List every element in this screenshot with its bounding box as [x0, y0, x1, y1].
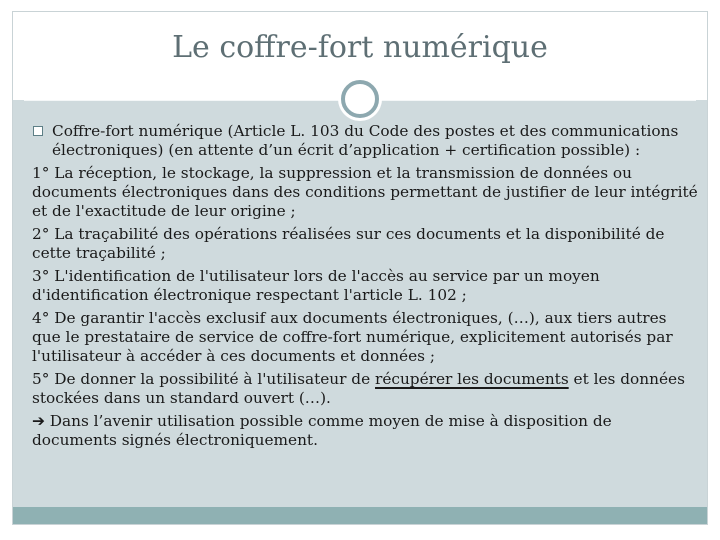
- item-1: 1° La réception, le stockage, la suppression et la transmission de données ou documents électroniques dans des conditions permettant de justifier de leur intégrité et de l'exactitude de leur origine ;: [32, 164, 698, 220]
- bullet-text: Coffre-fort numérique (Article L. 103 du Code des postes et des communications électroniques) (en attente d’un écrit d’application + certification possible) :: [52, 122, 679, 159]
- bullet-item: [32, 122, 700, 160]
- item-5: [32, 370, 700, 408]
- item-2: 2° La traçabilité des opérations réalisées sur ces documents et la disponibilité de cette traçabilité ;: [32, 225, 665, 262]
- item-5-text-end: et les données stockées dans un standard ouvert (…).: [32, 370, 685, 407]
- slide-title: Le coffre-fort numérique: [172, 30, 548, 65]
- title-divider-right: [380, 100, 696, 101]
- checkbox-bullet-icon: [33, 126, 43, 136]
- footer-band: [13, 507, 707, 524]
- circle-ornament-icon: [341, 80, 379, 118]
- conclusion-text: Dans l’avenir utilisation possible comme moyen de mise à disposition de documents signés électroniquement.: [32, 412, 612, 449]
- item-3: 3° L'identification de l'utilisateur lors de l'accès au service par un moyen d'identification électronique respectant l'article L. 102 ;: [32, 267, 600, 304]
- conclusion: [32, 412, 700, 450]
- item-4: 4° De garantir l'accès exclusif aux documents électroniques, (…), aux tiers autres que le prestataire de service de coffre-fort numérique, explicitement autorisés par l'utilisateur à accéder à ces documents et données ;: [32, 309, 673, 365]
- arrow-right-icon: ➔: [32, 412, 45, 430]
- item-5-text-start: 5° De donner la possibilité à l'utilisateur de: [32, 370, 376, 388]
- title-divider-left: [24, 100, 342, 101]
- slide-body: [32, 122, 700, 450]
- item-5-underlined-text: récupérer les documents: [375, 370, 569, 388]
